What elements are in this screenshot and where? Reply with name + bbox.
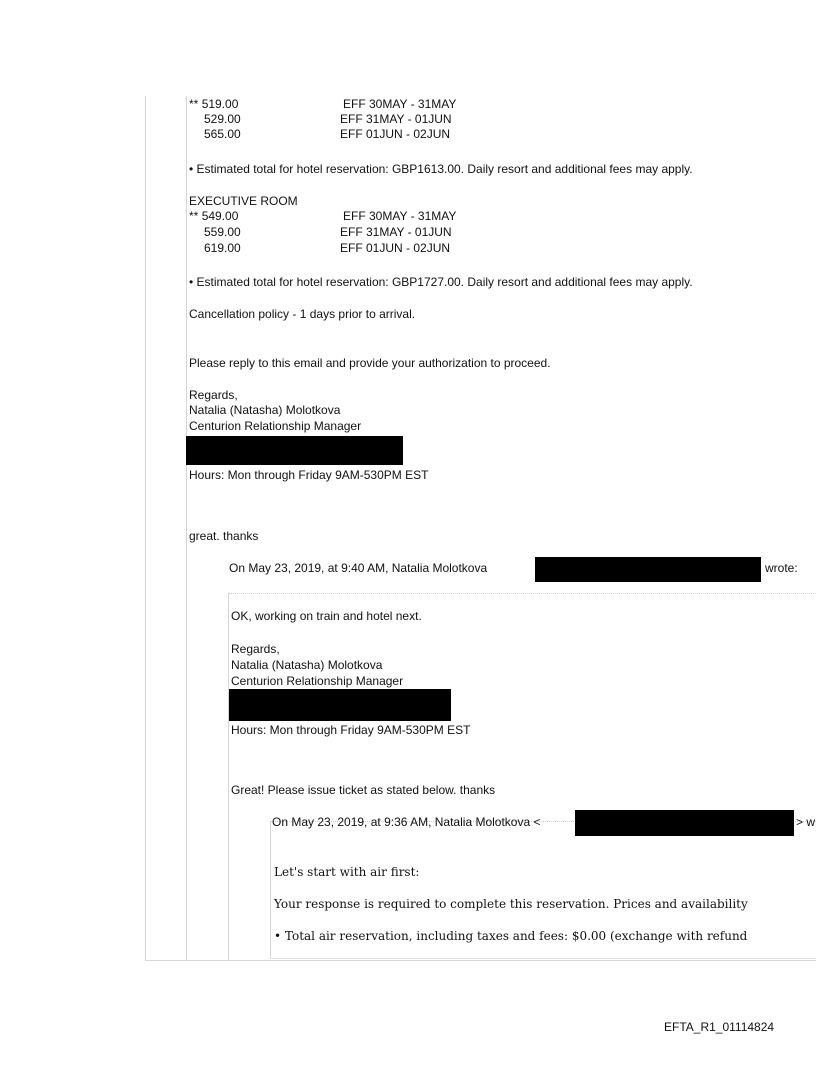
exec-rate-row-2-amount: 559.00 [204, 225, 241, 239]
quote-header-1-suffix: wrote: [765, 561, 798, 575]
room-type-heading: EXECUTIVE ROOM [189, 194, 298, 208]
rate-row-1-amount: ** 519.00 [189, 97, 239, 111]
rate-row-3-eff: EFF 01JUN - 02JUN [340, 127, 451, 141]
redaction-bar [229, 689, 451, 721]
rate-row-3-amount: 565.00 [204, 127, 241, 141]
signature-regards: Regards, [231, 642, 280, 656]
signature-hours: Hours: Mon through Friday 9AM-530PM EST [231, 723, 471, 737]
rate-row-2-eff: EFF 31MAY - 01JUN [340, 112, 452, 126]
air-intro: Let's start with air first: [274, 865, 420, 879]
signature-regards: Regards, [189, 388, 238, 402]
estimate-total-1: • Estimated total for hotel reservation: GBP1613.00. Daily resort and additional fees may apply. [189, 162, 693, 176]
estimate-total-2: • Estimated total for hotel reservation: GBP1727.00. Daily resort and additional fees may apply. [189, 275, 693, 289]
rate-row-1-eff: EFF 30MAY - 31MAY [343, 97, 457, 111]
signature-name: Natalia (Natasha) Molotkova [231, 658, 383, 672]
redaction-bar [575, 810, 794, 836]
exec-rate-row-1-amount: ** 549.00 [189, 209, 239, 223]
redaction-bar [186, 436, 403, 465]
message-text: OK, working on train and hotel next. [231, 609, 422, 623]
exec-rate-row-3-amount: 619.00 [204, 241, 241, 255]
reply-text-2: Great! Please issue ticket as stated below. thanks [231, 783, 496, 797]
document-id: EFTA_R1_01114824 [664, 1020, 775, 1034]
signature-hours: Hours: Mon through Friday 9AM-530PM EST [189, 468, 429, 482]
response-required: Your response is required to complete this reservation. Prices and availability [274, 897, 748, 911]
signature-name: Natalia (Natasha) Molotkova [189, 403, 341, 417]
quote-header-2: On May 23, 2019, at 9:36 AM, Natalia Molotkova < [272, 815, 541, 829]
cancellation-policy: Cancellation policy - 1 days prior to arrival. [189, 307, 416, 321]
exec-rate-row-1-eff: EFF 30MAY - 31MAY [343, 209, 457, 223]
quote-header-1: On May 23, 2019, at 9:40 AM, Natalia Molotkova [229, 561, 488, 575]
exec-rate-row-2-eff: EFF 31MAY - 01JUN [340, 225, 452, 239]
rate-row-2-amount: 529.00 [204, 112, 241, 126]
redaction-bar [535, 557, 761, 582]
signature-title: Centurion Relationship Manager [189, 419, 362, 433]
reply-text-1: great. thanks [189, 529, 259, 543]
air-total: • Total air reservation, including taxes and fees: $0.00 (exchange with refund [274, 929, 748, 943]
signature-title: Centurion Relationship Manager [231, 674, 404, 688]
quote-header-2-suffix: > w [796, 815, 816, 829]
reply-request: Please reply to this email and provide your authorization to proceed. [189, 356, 551, 370]
exec-rate-row-3-eff: EFF 01JUN - 02JUN [340, 241, 451, 255]
